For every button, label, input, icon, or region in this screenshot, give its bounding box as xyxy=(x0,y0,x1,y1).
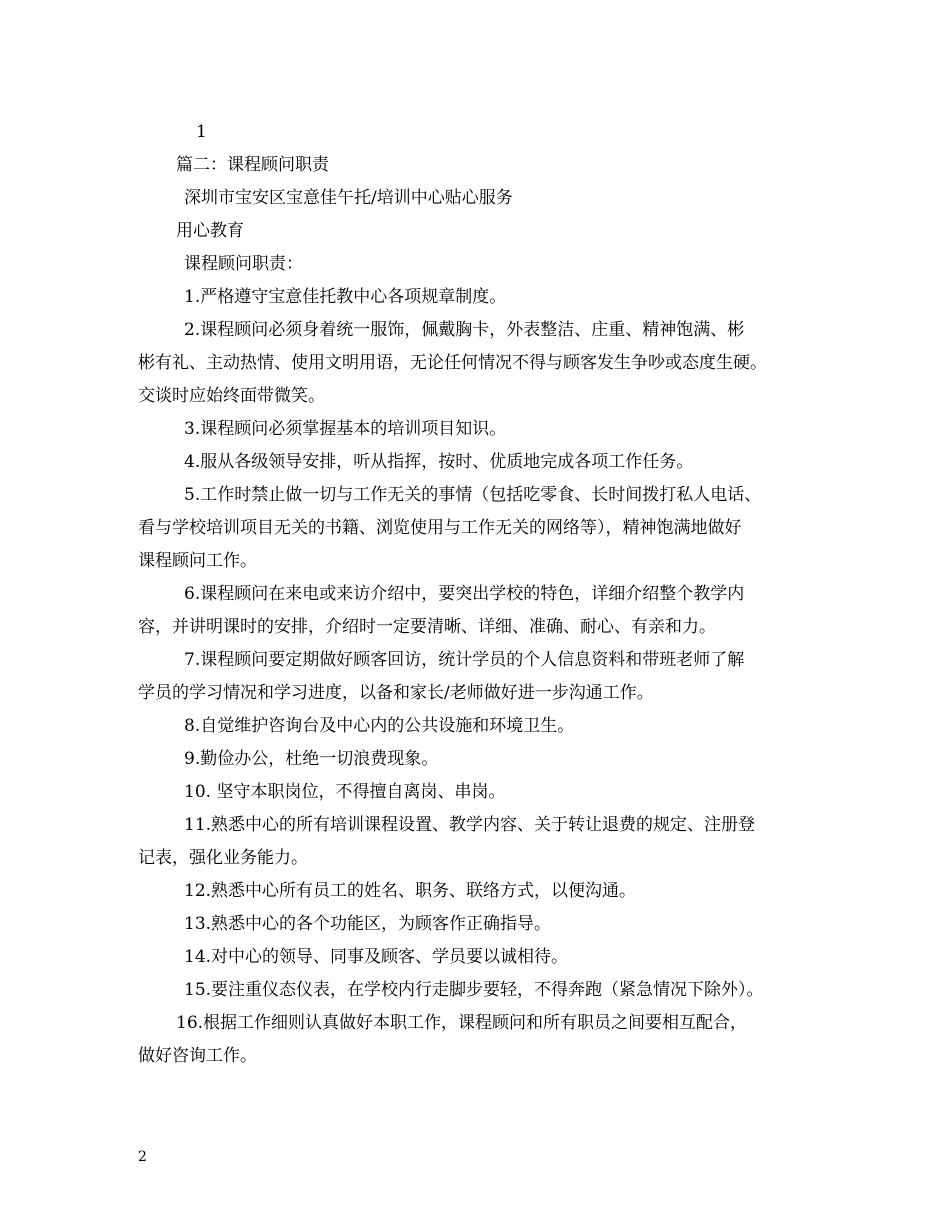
item-5-line-3: 课程顾问工作。 xyxy=(138,551,257,571)
item-8: 8.自觉维护咨询台及中心内的公共设施和环境卫生。 xyxy=(184,716,575,736)
item-9: 9.勤俭办公，杜绝一切浪费现象。 xyxy=(184,749,439,769)
item-3: 3.课程顾问必须掌握基本的培训项目知识。 xyxy=(184,419,507,439)
item-7-line-2: 学员的学习情况和学习进度，以备和家长/老师做好进一步沟通工作。 xyxy=(138,683,654,703)
item-5-line-2: 看与学校培训项目无关的书籍、浏览使用与工作无关的网络等），精神饱满地做好 xyxy=(138,518,742,538)
item-4: 4.服从各级领导安排，听从指挥，按时、优质地完成各项工作任务。 xyxy=(184,452,694,472)
page-number-bottom: 2 xyxy=(138,1149,147,1165)
item-14: 14.对中心的领导、同事及顾客、学员要以诚相待。 xyxy=(184,947,569,967)
item-6-line-2: 容，并讲明课时的安排，介绍时一定要清晰、详细、准确、耐心、有亲和力。 xyxy=(138,617,716,637)
item-11-line-1: 11.熟悉中心的所有培训课程设置、教学内容、关于转让退费的规定、注册登 xyxy=(184,815,756,835)
item-16-line-1: 16.根据工作细则认真做好本职工作，课程顾问和所有职员之间要相互配合， xyxy=(176,1013,748,1033)
page-number-top: 1 xyxy=(196,122,207,142)
item-7-line-1: 7.课程顾问要定期做好顾客回访，统计学员的个人信息资料和带班老师了解 xyxy=(184,650,745,670)
item-1: 1.严格遵守宝意佳托教中心各项规章制度。 xyxy=(184,287,507,307)
slogan-line: 用心教育 xyxy=(176,221,244,241)
item-11-line-2: 记表，强化业务能力。 xyxy=(138,848,308,868)
item-16-line-2: 做好咨询工作。 xyxy=(138,1046,257,1066)
item-13: 13.熟悉中心的各个功能区，为顾客作正确指导。 xyxy=(184,914,552,934)
item-2-line-2: 彬有礼、主动热情、使用文明用语，无论任何情况不得与顾客发生争吵或态度生硬。 xyxy=(138,353,767,373)
item-10: 10. 坚守本职岗位，不得擅自离岗、串岗。 xyxy=(184,782,506,802)
item-6-line-1: 6.课程顾问在来电或来访介绍中，要突出学校的特色，详细介绍整个教学内 xyxy=(184,584,745,604)
item-5-line-1: 5.工作时禁止做一切与工作无关的事情（包括吃零食、长时间拨打私人电话、 xyxy=(184,485,762,505)
item-15: 15.要注重仪态仪表，在学校内行走脚步要轻，不得奔跑（紧急情况下除外）。 xyxy=(184,980,764,1000)
item-2-line-3: 交谈时应始终面带微笑。 xyxy=(138,386,325,406)
item-2-line-1: 2.课程顾问必须身着统一服饰，佩戴胸卡，外表整洁、庄重、精神饱满、彬 xyxy=(184,320,745,340)
organization-line: 深圳市宝安区宝意佳午托/培训中心贴心服务 xyxy=(184,188,513,208)
item-12: 12.熟悉中心所有员工的姓名、职务、联络方式，以便沟通。 xyxy=(184,881,637,901)
chapter-heading: 篇二：课程顾问职责 xyxy=(176,155,329,175)
section-title: 课程顾问职责： xyxy=(184,254,303,274)
